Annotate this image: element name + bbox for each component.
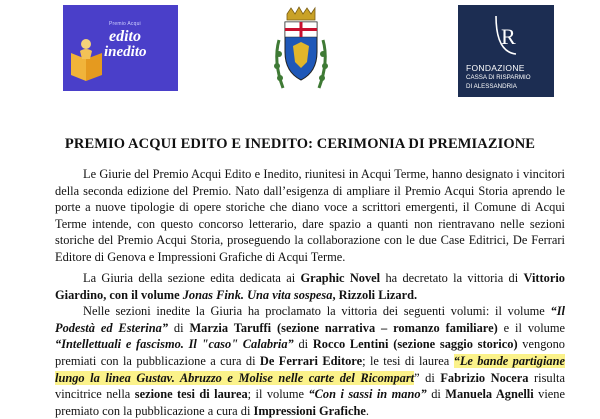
bold-italic-span: “Con i sassi in mano”: [308, 387, 427, 402]
bold-span: Rocco Lentini (sezione saggio storico): [312, 337, 518, 352]
text-span: .: [365, 403, 369, 418]
text-span: e il volume: [497, 320, 565, 335]
unpublished-sections-paragraph: [55, 303, 565, 419]
highlighted-thesis-title: “Le bande partigiane lungo la linea Gustav. Abruzzo e Molise nelle carte del Ricompart: [55, 353, 565, 385]
fondazione-mark-icon: [492, 14, 520, 56]
bold-span: Graphic Novel: [300, 271, 381, 285]
coat-of-arms-icon: [271, 6, 331, 92]
text-span: ; le tesi di laurea: [362, 353, 454, 368]
bold-span: , Rizzoli Lizard.: [332, 287, 418, 302]
fondazione-mark-letter: R: [501, 24, 516, 49]
bold-span: sezione tesi di laurea: [134, 387, 248, 402]
bold-span: Manuela Agnelli: [445, 387, 534, 402]
bold-span: De Ferrari Editore: [259, 353, 363, 368]
premio-acqui-edito-inedito-logo: [63, 5, 178, 91]
text-span: di: [293, 337, 313, 352]
fondazione-line1: FONDAZIONE: [466, 63, 525, 73]
text-span: risulta vincitrice nella: [55, 370, 565, 402]
bold-span: Vittorio Giardino, con il volume: [55, 271, 565, 302]
bold-span: Fabrizio Nocera: [440, 370, 529, 385]
bold-span: Marzia Taruffi (sezione narrativa – romanzo familiare): [189, 320, 498, 335]
text-span: ; il volume: [247, 387, 309, 402]
graphic-novel-paragraph: [55, 270, 565, 303]
text-span: ” di: [414, 370, 441, 385]
document-title: PREMIO ACQUI EDITO E INEDITO: CERIMONIA DI PREMIAZIONE: [64, 136, 536, 152]
intro-paragraph-text: Le Giurie del Premio Acqui Edito e Inedito, riunitesi in Acqui Terme, hanno designato i vincitori della seconda edizione del Premio. Nato dall’esigenza di ampliare il Premio Acqui Storia aprendo le porte a nuove tipologie di opere storiche che diano voce a scrittori emergenti, il Comune di Acqui Terme intende, con questo concorso letterario, dare spazio a quanti non rientravano nelle sezioni storiche del Premio Acqui Storia, proseguendo la collaborazione con le due Case Editrici, De Ferrari Editore di Genova e Impressioni Grafiche di Acqui Terme.: [55, 167, 565, 264]
bold-italic-span: Jonas Fink. Una vita sospesa: [182, 287, 333, 302]
bold-span: Impressioni Grafiche: [253, 403, 366, 418]
open-book-figure-icon: [69, 35, 105, 85]
bold-italic-span: “Il Podestà ed Esterina”: [55, 304, 565, 335]
logo-small-text: Premio Acqui: [109, 21, 141, 27]
logo-word-inedito: inedito: [104, 44, 147, 60]
text-span: ha decretato la vittoria di: [380, 271, 524, 285]
text-span: vengono premiati con la pubblicazione a cura di: [55, 337, 565, 368]
fondazione-line3: DI ALESSANDRIA: [466, 83, 517, 90]
text-span: viene premiato con la pubblicazione a cura di: [55, 387, 565, 418]
text-span: di: [426, 387, 446, 402]
text-span: di: [168, 320, 190, 335]
fondazione-cra-logo: [458, 5, 554, 97]
results-section: [55, 270, 565, 419]
text-span: Nelle sezioni inedite la Giuria ha proclamato la vittoria dei seguenti volumi: il volume: [83, 304, 551, 319]
intro-paragraph: [55, 166, 565, 266]
text-span: La Giuria della sezione edita dedicata ai: [83, 271, 301, 285]
bold-italic-span: “Intellettuali e fascismo. Il "caso" Calabria”: [55, 337, 294, 352]
fondazione-line2: CASSA DI RISPARMIO: [466, 74, 531, 81]
logo-word-edito: edito: [109, 28, 141, 45]
